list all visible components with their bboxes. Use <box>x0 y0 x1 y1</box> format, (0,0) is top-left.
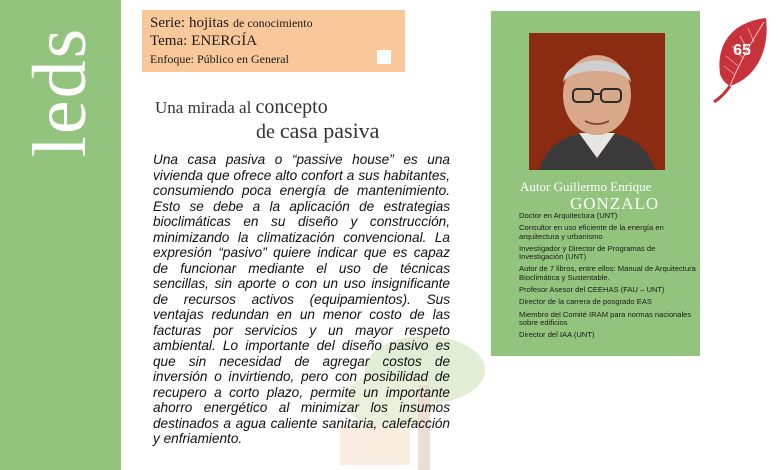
title-part2-small: de <box>256 121 275 143</box>
author-surname: GONZALO <box>570 194 660 213</box>
credential-item: Director de la carrera de posgrado EAS <box>519 297 652 307</box>
title-part1-big: concepto <box>255 96 328 118</box>
credential-item: Consultor en uso eficiente de la energía en arquitectura y urbanismo <box>519 223 664 241</box>
credential-item: Director del IAA (UNT) <box>519 330 595 340</box>
topic-label: Tema: <box>150 33 188 49</box>
series-label: Serie: <box>150 15 185 31</box>
title-part2-big: casa pasiva <box>279 118 380 143</box>
topic-value: ENERGÍA <box>191 33 258 49</box>
leaf-icon <box>712 16 772 104</box>
focus-line: Enfoque: Público en General <box>150 52 289 66</box>
topic-line <box>150 32 257 50</box>
credential-item: Profesor Asesor del CEEHAS (FAU – UNT) <box>519 285 665 295</box>
credential-item: Miembro del Comité IRAM para normas nacionales sobre edificios <box>519 309 692 327</box>
author-portrait-illustration <box>529 33 665 170</box>
title-part1-small: Una mirada al <box>155 98 252 117</box>
series-suffix: de conocimiento <box>233 16 313 30</box>
author-firstnames-line <box>520 179 651 195</box>
article-body: Una casa pasiva o “passive house” es una vivienda que ofrece alto confort a sus habitantes, consumiendo poca energía de mantenimiento. Esto se debe a la aplicación de estrategias bioclimáticas en su diseño y construcción, minimizando la climatización convencional. La expresión “pasivo” quiere indicar que es capaz de funcionar mediante el uso de técnicas sencillas, sin aporte o con un uso insignificante de recursos activos (equipamientos). Sus ventajas redundan en un menor costo de las facturas por servicios y un mayor respeto ambiental. Lo importante del diseño pasivo es que sin necesidad de agregar costos de inversión o invirtiendo, pero con posibilidad de recupero a corto plazo, permite un importante ahorro energético al minimizar los insumos destinados a agua caliente sanitaria, calefacción y enfriamiento. <box>153 152 450 446</box>
brand-logo: leds <box>17 26 102 158</box>
author-first-names: Guillermo Enrique <box>553 179 652 194</box>
author-label: Autor <box>520 179 551 194</box>
title-line-2 <box>256 118 379 144</box>
series-line <box>150 14 313 32</box>
credential-item: Doctor en Arquitectura (UNT) <box>519 211 618 220</box>
issue-number: 65 <box>733 42 751 59</box>
author-credentials-list <box>519 212 699 344</box>
header-square-mark <box>377 50 391 64</box>
credential-item: Autor de 7 libros, entre ellos: Manual de Arquitectura Bioclimática y Sustentable. <box>519 264 696 282</box>
series-header <box>142 10 405 72</box>
series-value: hojitas <box>189 15 229 31</box>
author-photo <box>529 33 665 170</box>
brand-wrap <box>0 0 121 190</box>
title-line-1 <box>155 96 328 119</box>
credential-item: Investigador y Director de Programas de Investigación (UNT) <box>519 243 656 262</box>
